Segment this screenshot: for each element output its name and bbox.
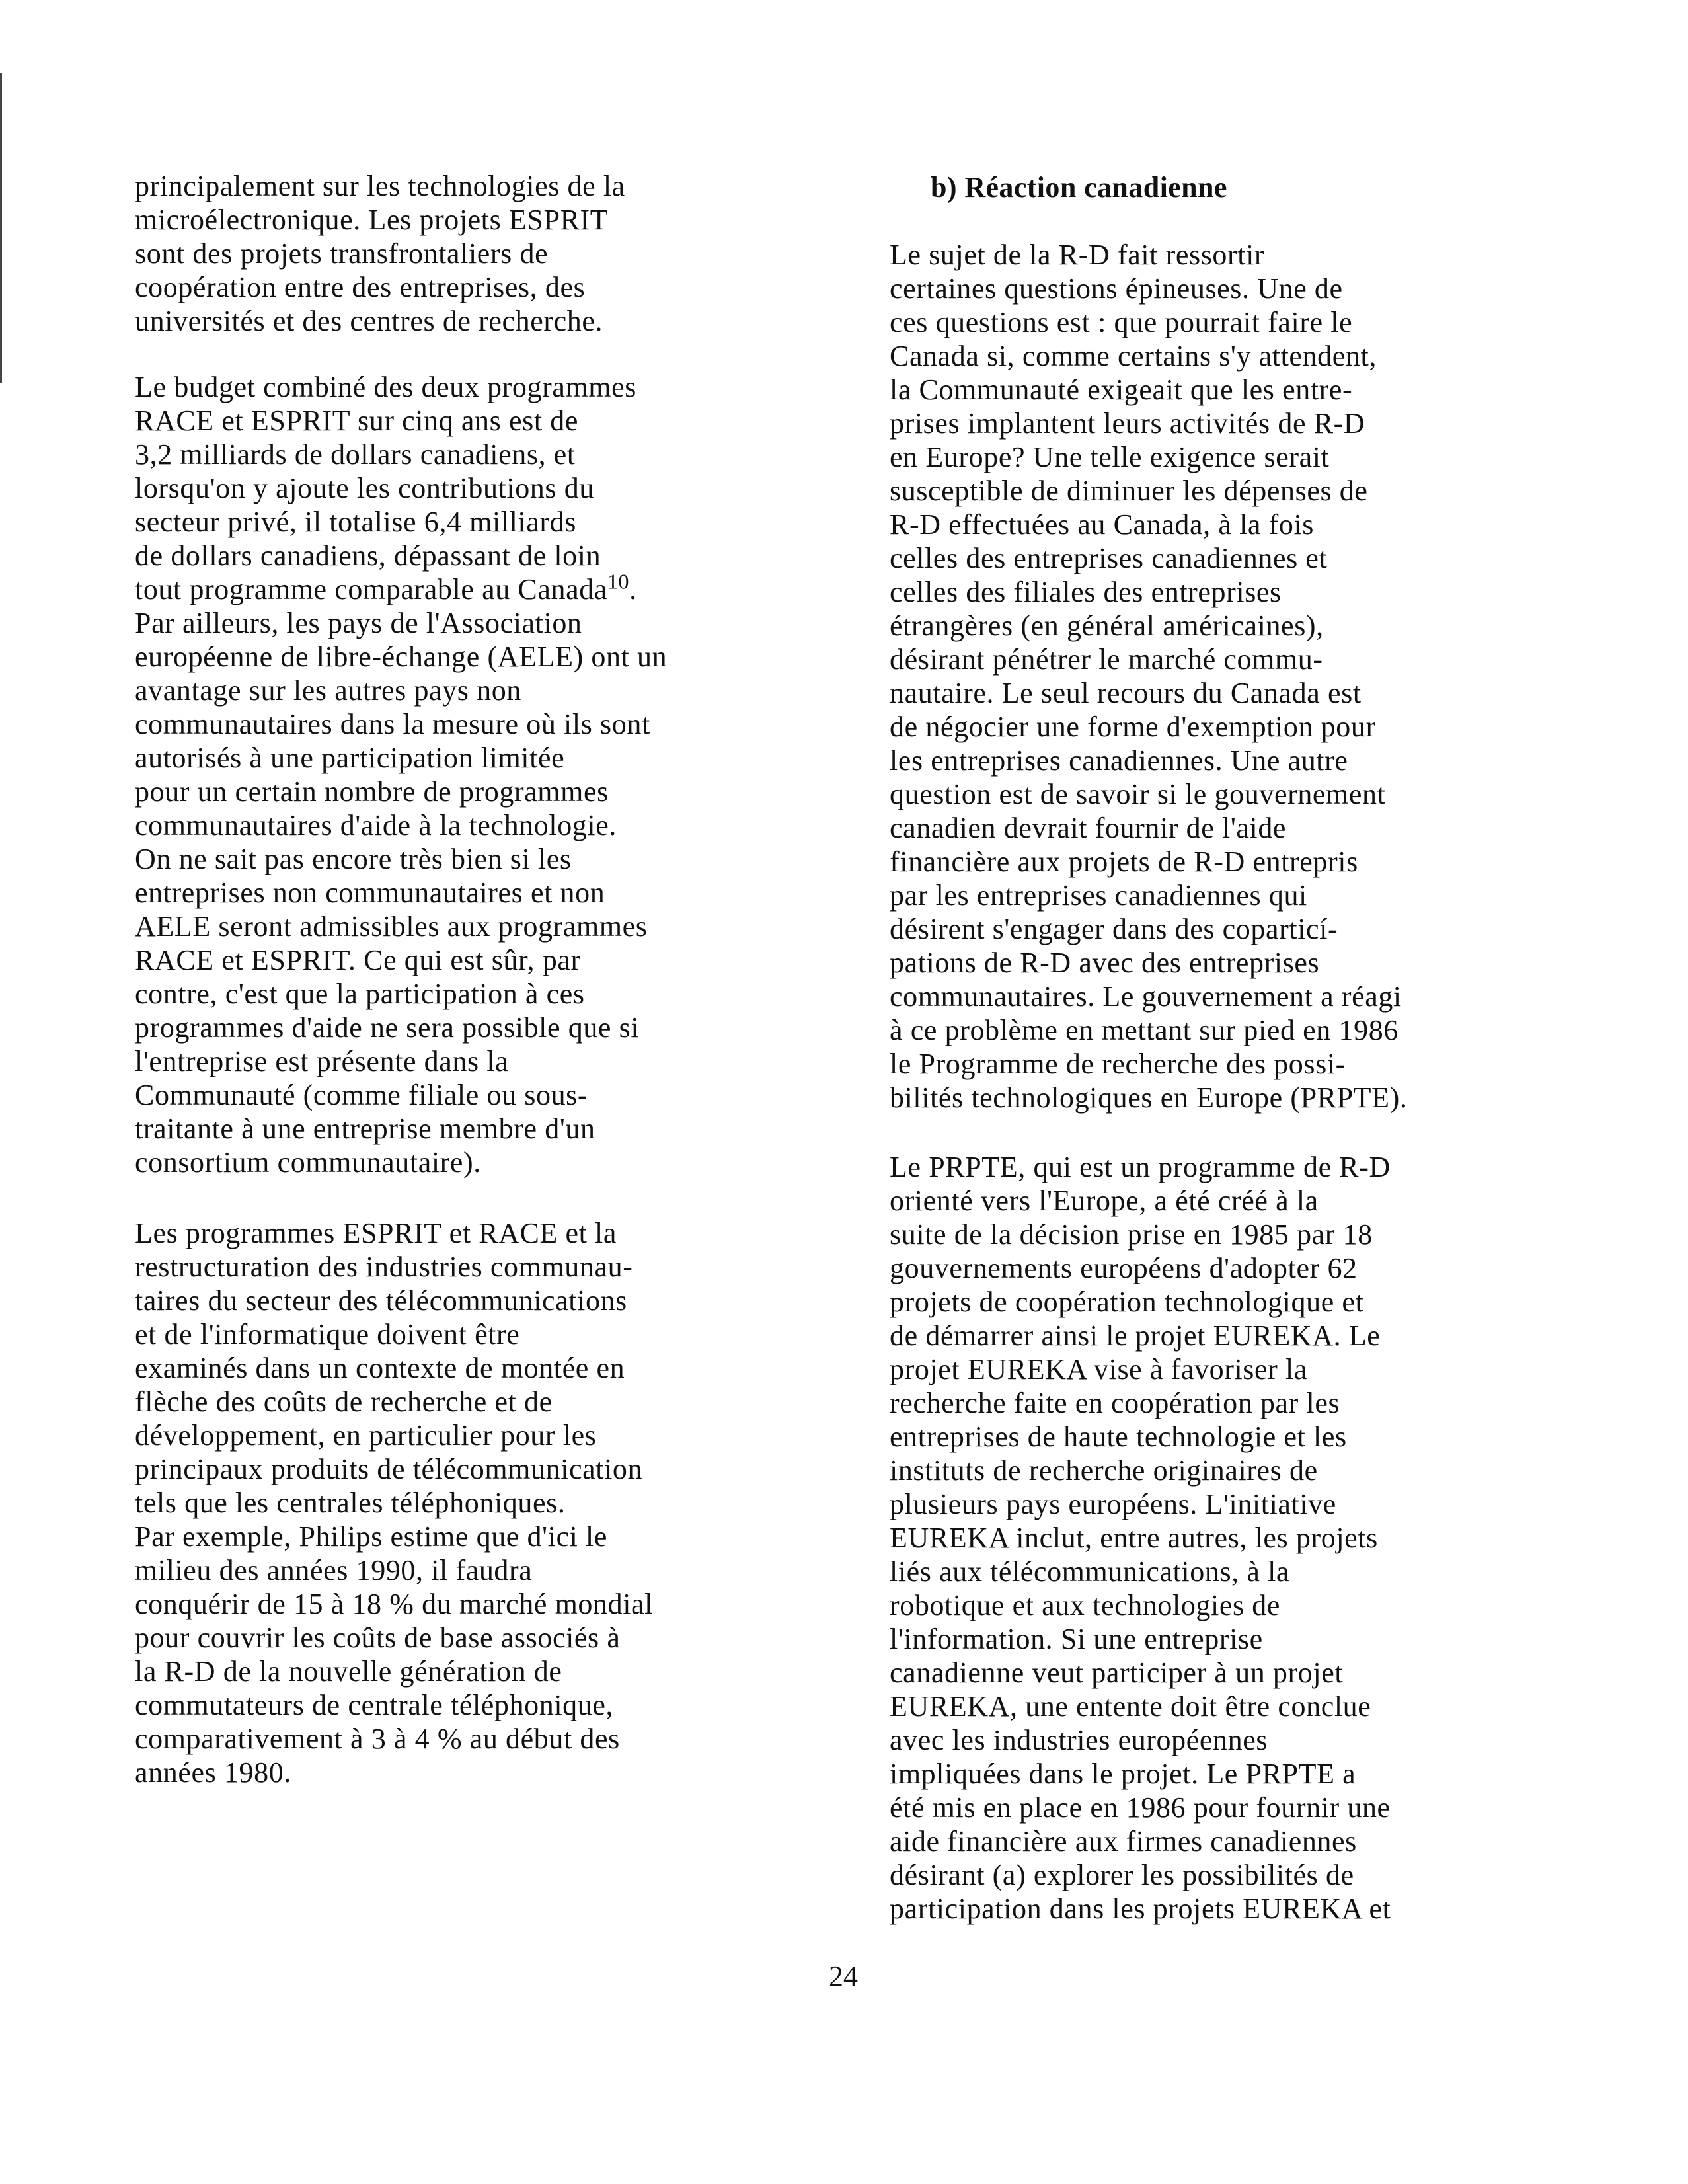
text-line: question est de savoir si le gouvernement: [890, 778, 1386, 810]
text-line: EUREKA inclut, entre autres, les projets: [890, 1522, 1378, 1554]
text-line: et de l'informatique doivent être: [135, 1318, 520, 1350]
text-line: Canada si, comme certains s'y attendent,: [890, 340, 1377, 372]
text-line: avec les industries européennes: [890, 1724, 1268, 1756]
text-line: recherche faite en coopération par les: [890, 1387, 1340, 1419]
text-line: gouvernements européens d'adopter 62: [890, 1252, 1358, 1284]
text-line: milieu des années 1990, il faudra: [135, 1554, 533, 1586]
text-line: de négocier une forme d'exemption pour: [890, 711, 1376, 743]
text-line-with-footnote: [135, 569, 637, 607]
text-line: taires du secteur des télécommunications: [135, 1284, 627, 1317]
section-heading: b) Réaction canadienne: [931, 171, 1227, 204]
text-line: communautaires dans la mesure où ils sont: [135, 708, 650, 740]
text-line: Les programmes ESPRIT et RACE et la: [135, 1217, 617, 1249]
text-line: de dollars canadiens, dépassant de loin: [135, 539, 601, 572]
text-line: tels que les centrales téléphoniques.: [135, 1487, 566, 1519]
text-line: bilités technologiques en Europe (PRPTE).: [890, 1081, 1408, 1114]
text-line: participation dans les projets EUREKA et: [890, 1892, 1391, 1925]
text-line: On ne sait pas encore très bien si les: [135, 843, 572, 875]
text-line: sont des projets transfrontaliers de: [135, 237, 549, 270]
text-line: communautaires. Le gouvernement a réagi: [890, 980, 1402, 1013]
text-line: européenne de libre-échange (AELE) ont un: [135, 641, 668, 673]
text-line: les entreprises canadiennes. Une autre: [890, 744, 1348, 777]
text-line: consortium communautaire).: [135, 1146, 481, 1179]
text-line: lorsqu'on y ajoute les contributions du: [135, 472, 594, 504]
text-line: à ce problème en mettant sur pied en 1986: [890, 1014, 1399, 1046]
text-line: entreprises de haute technologie et les: [890, 1421, 1347, 1453]
text-line: Le PRPTE, qui est un programme de R-D: [890, 1151, 1391, 1183]
text-line: coopération entre des entreprises, des: [135, 271, 586, 303]
text-line: Par ailleurs, les pays de l'Association: [135, 607, 582, 639]
text-line: prises implantent leurs activités de R-D: [890, 407, 1365, 440]
text-line: communautaires d'aide à la technologie.: [135, 809, 617, 841]
text-line: RACE et ESPRIT. Ce qui est sûr, par: [135, 944, 581, 976]
text-line: en Europe? Une telle exigence serait: [890, 441, 1330, 473]
text-line: instituts de recherche originaires de: [890, 1454, 1318, 1487]
text-line: entreprises non communautaires et non: [135, 877, 605, 909]
text-line: financière aux projets de R-D entrepris: [890, 845, 1358, 878]
text-line: autorisés à une participation limitée: [135, 742, 565, 774]
text-line: pations de R-D avec des entreprises: [890, 947, 1320, 979]
text-line: canadien devrait fournir de l'aide: [890, 812, 1287, 844]
scan-edge-mark: [0, 73, 2, 383]
text-line: programmes d'aide ne sera possible que si: [135, 1011, 640, 1044]
text-line: l'information. Si une entreprise: [890, 1623, 1263, 1655]
text-line: celles des entreprises canadiennes et: [890, 542, 1328, 574]
text-line: canadienne veut participer à un projet: [890, 1657, 1344, 1689]
text-line: conquérir de 15 à 18 % du marché mondial: [135, 1588, 653, 1620]
text-line: contre, c'est que la participation à ces: [135, 978, 585, 1010]
text-line: impliquées dans le projet. Le PRPTE a: [890, 1758, 1356, 1790]
text-line: l'entreprise est présente dans la: [135, 1045, 509, 1077]
text-line: certaines questions épineuses. Une de: [890, 272, 1343, 305]
text-line: orienté vers l'Europe, a été créé à la: [890, 1185, 1319, 1217]
text-line: la Communauté exigeait que les entre-: [890, 373, 1353, 406]
text-line: flèche des coûts de recherche et de: [135, 1385, 553, 1418]
text-line: EUREKA, une entente doit être conclue: [890, 1690, 1371, 1723]
text-line: ces questions est : que pourrait faire le: [890, 306, 1353, 338]
text-line: par les entreprises canadiennes qui: [890, 879, 1307, 912]
text-line: secteur privé, il totalise 6,4 milliards: [135, 506, 576, 538]
text-line: Communauté (comme filiale ou sous-: [135, 1079, 588, 1111]
text-line: désirent s'engager dans des coparticí-: [890, 913, 1338, 945]
text-line: restructuration des industries communau-: [135, 1251, 633, 1283]
text-line: Le budget combiné des deux programmes: [135, 371, 636, 403]
text-line: R-D effectuées au Canada, à la fois: [890, 508, 1315, 541]
text-line: microélectronique. Les projets ESPRIT: [135, 204, 609, 236]
text-line: Par exemple, Philips estime que d'ici le: [135, 1520, 608, 1553]
text-line: traitante à une entreprise membre d'un: [135, 1112, 595, 1145]
text-line: années 1980.: [135, 1756, 291, 1789]
text-line: AELE seront admissibles aux programmes: [135, 910, 648, 943]
text-line: étrangères (en général américaines),: [890, 609, 1324, 642]
text-line: celles des filiales des entreprises: [890, 576, 1282, 608]
text-line: liés aux télécommunications, à la: [890, 1555, 1290, 1588]
text-line: principalement sur les technologies de la: [135, 170, 625, 202]
text-line: tout programme comparable au Canada: [135, 573, 607, 605]
text-line: projet EUREKA vise à favoriser la: [890, 1353, 1307, 1385]
text-line: commutateurs de centrale téléphonique,: [135, 1689, 614, 1721]
text-line: examinés dans un contexte de montée en: [135, 1352, 625, 1384]
text-line: désirant (a) explorer les possibilités de: [890, 1859, 1354, 1891]
text-line: universités et des centres de recherche.: [135, 305, 603, 337]
text-line: avantage sur les autres pays non: [135, 674, 521, 707]
text-line: désirant pénétrer le marché commu-: [890, 643, 1323, 676]
text-line: RACE et ESPRIT sur cinq ans est de: [135, 405, 578, 437]
text-line: Le sujet de la R-D fait ressortir: [890, 239, 1265, 271]
text-line: de démarrer ainsi le projet EUREKA. Le: [890, 1319, 1381, 1352]
text-line: pour un certain nombre de programmes: [135, 775, 609, 808]
page-number: 24: [829, 1960, 858, 1992]
text-line: développement, en particulier pour les: [135, 1419, 597, 1452]
text-line: 3,2 milliards de dollars canadiens, et: [135, 438, 576, 471]
text-line: été mis en place en 1986 pour fournir une: [890, 1791, 1391, 1824]
text-line: nautaire. Le seul recours du Canada est: [890, 677, 1362, 709]
text-line: principaux produits de télécommunication: [135, 1453, 643, 1485]
text-line: plusieurs pays européens. L'initiative: [890, 1488, 1336, 1520]
text-line: robotique et aux technologies de: [890, 1589, 1281, 1621]
text-line: comparativement à 3 à 4 % au début des: [135, 1723, 620, 1755]
text-line: susceptible de diminuer les dépenses de: [890, 475, 1368, 507]
text-line: la R-D de la nouvelle génération de: [135, 1655, 562, 1688]
text-line: le Programme de recherche des possi-: [890, 1048, 1346, 1080]
footnote-punctuation: .: [629, 573, 637, 605]
text-line: pour couvrir les coûts de base associés à: [135, 1621, 621, 1654]
footnote-reference: 10: [607, 569, 630, 594]
text-line: projets de coopération technologique et: [890, 1286, 1364, 1318]
text-line: aide financière aux firmes canadiennes: [890, 1825, 1357, 1857]
text-line: suite de la décision prise en 1985 par 18: [890, 1218, 1373, 1251]
